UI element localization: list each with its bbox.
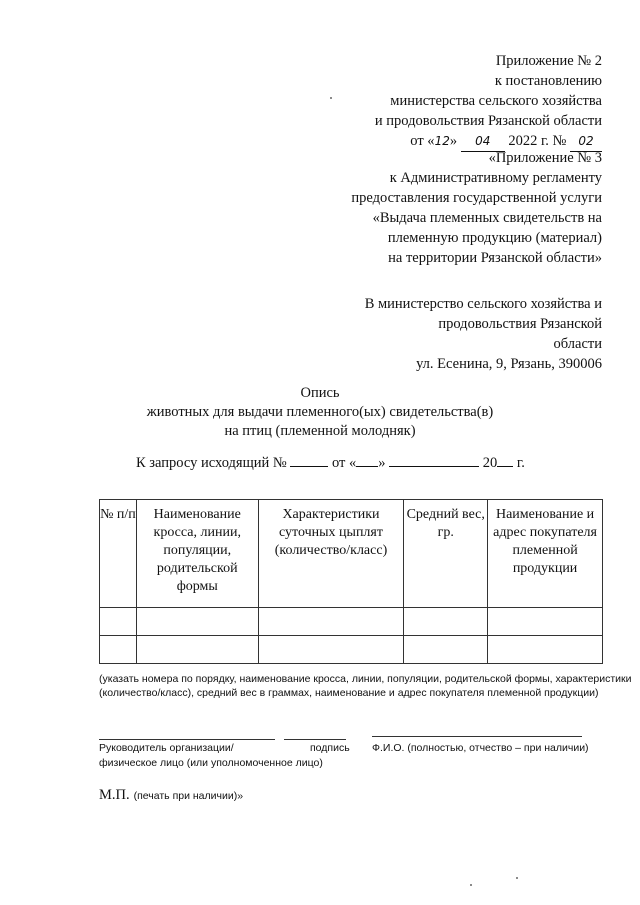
appendix-line-4: и продовольствия Рязанской области (374, 113, 602, 129)
regulation-line-4: «Выдача племенных свидетельств на (372, 210, 602, 226)
addressee-line-1: В министерство сельского хозяйства и (364, 296, 602, 312)
regulation-line-6: на территории Рязанской области» (388, 250, 602, 266)
request-quote-close: » (378, 455, 386, 471)
note-line-2: (количество/класс), средний вес в граммах, наименование и адрес покупателя племенной продукции) (99, 687, 599, 699)
request-prefix: К запросу исходящий № (136, 455, 287, 471)
request-number-blank[interactable] (290, 452, 328, 467)
request-day-blank[interactable] (356, 452, 378, 467)
date-day: 12 (434, 134, 450, 148)
regulation-line-3: предоставления государственной услуги (351, 190, 602, 206)
table-cell[interactable] (100, 636, 137, 664)
request-suffix: г. (516, 455, 525, 471)
addressee-line-4: ул. Есенина, 9, Рязань, 390006 (416, 356, 602, 372)
addressee-line-2: продовольствия Рязанской (438, 316, 602, 332)
stamp-place (99, 786, 243, 804)
regulation-header (351, 148, 602, 268)
table-cell[interactable] (100, 608, 137, 636)
table-note (99, 672, 632, 700)
fio-line[interactable] (372, 736, 582, 737)
table-cell[interactable] (488, 608, 603, 636)
date-mid: » (449, 133, 458, 149)
scan-speck (516, 877, 518, 879)
col-weight-header: Средний вес, гр. (404, 500, 488, 608)
request-month-blank[interactable] (389, 452, 479, 467)
fio-label: Ф.И.О. (полностью, отчество – при наличии) (372, 742, 589, 754)
request-year: 20 (482, 455, 498, 471)
appendix-header (375, 51, 602, 152)
regulation-line-5: племенную продукцию (материал) (387, 230, 602, 246)
request-from: от « (332, 455, 357, 471)
table-cell[interactable] (136, 636, 258, 664)
head-label: Руководитель организации/ (99, 742, 234, 754)
table-row (100, 608, 603, 636)
date-prefix: от « (410, 133, 435, 149)
stamp-mp: М.П. (99, 787, 130, 803)
stamp-note: (печать при наличии)» (133, 790, 244, 802)
col-buyer-header: Наименование и адрес покупателя племенной продукции (488, 500, 603, 608)
table-cell[interactable] (404, 608, 488, 636)
appendix-line-1: Приложение № 2 (495, 53, 602, 69)
regulation-line-2: к Административному регламенту (389, 170, 602, 186)
document-title (0, 384, 640, 441)
appendix-line-3: министерства сельского хозяйства (390, 93, 602, 109)
date-month: 04 (461, 131, 505, 152)
date-year: 2022 г. № (508, 133, 567, 149)
head-signature-line[interactable] (99, 739, 275, 740)
title-line-3: на птиц (племенной молодняк) (224, 423, 416, 439)
table-row (100, 636, 603, 664)
sign-label: подпись (310, 742, 350, 754)
table-cell[interactable] (136, 608, 258, 636)
table-cell[interactable] (258, 608, 404, 636)
table-header-row (100, 500, 603, 608)
inventory-table (99, 499, 603, 664)
sign-line[interactable] (284, 739, 346, 740)
addressee (365, 294, 602, 374)
table-cell[interactable] (404, 636, 488, 664)
title-line-2: животных для выдачи племенного(ых) свидетельства(в) (146, 404, 494, 420)
appendix-line-2: к постановлению (494, 73, 602, 89)
col-cross-header: Наименование кросса, линии, популяции, родительской формы (136, 500, 258, 608)
title-line-1: Опись (300, 385, 340, 401)
request-year-blank[interactable] (497, 452, 513, 467)
col-characteristics-header: Характеристики суточных цыплят (количество/класс) (258, 500, 404, 608)
head-label-2: физическое лицо (или уполномоченное лицо) (99, 757, 323, 769)
regulation-line-1: «Приложение № 3 (488, 150, 602, 166)
scan-speck (470, 884, 472, 886)
addressee-line-3: области (553, 336, 602, 352)
request-line (136, 452, 525, 472)
scan-speck (330, 97, 332, 99)
table-cell[interactable] (488, 636, 603, 664)
col-number-header: № п/п (100, 500, 137, 608)
table-cell[interactable] (258, 636, 404, 664)
date-number: 02 (570, 131, 602, 152)
note-line-1: (указать номера по порядку, наименование кросса, линии, популяции, родительской формы, характеристики (99, 673, 632, 685)
